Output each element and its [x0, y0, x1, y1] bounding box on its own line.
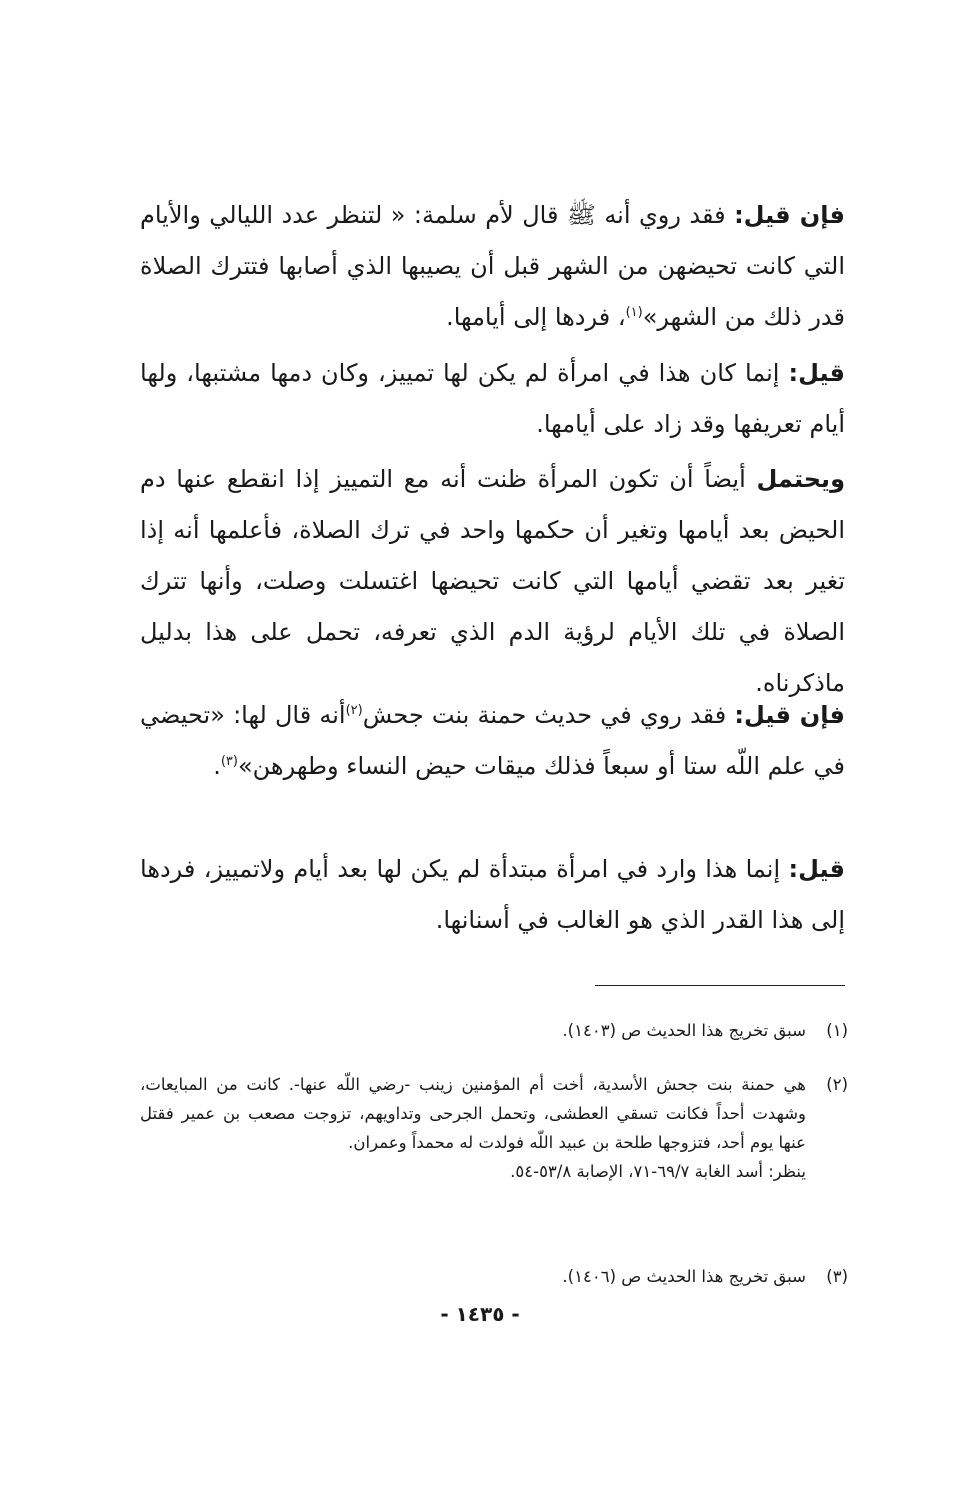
paragraph-5 — [140, 844, 845, 946]
paragraph-4-text-c: . — [213, 752, 221, 780]
footnote-ref-3: (٣) — [220, 754, 238, 769]
footnote-2-number: (٢) — [826, 1075, 848, 1094]
paragraph-3 — [140, 454, 845, 709]
paragraph-2-lead: قيل: — [788, 359, 845, 387]
footnote-3-text: سبق تخريج هذا الحديث ص (١٤٠٦). — [562, 1267, 806, 1286]
footnote-2 — [140, 1070, 848, 1186]
paragraph-1-text-b: ، فردها إلى أيامها. — [446, 303, 626, 331]
paragraph-5-text: إنما هذا وارد في امرأة مبتدأة لم يكن لها بعد أيام ولاتمييز، فردها إلى هذا القدر الذي هو الغالب في أسنانها. — [140, 855, 845, 934]
footnote-2-see-also: ينظر: أسد الغابة ٦٩/٧-٧١، الإصابة ٥٣/٨-٥٤. — [510, 1162, 806, 1181]
footnote-separator — [595, 985, 845, 986]
footnote-3-number: (٣) — [826, 1267, 848, 1286]
paragraph-4-lead: فإن قيل: — [734, 701, 845, 729]
paragraph-1 — [140, 190, 845, 343]
paragraph-4-text-a: فقد روي في حديث حمنة بنت جحش — [362, 701, 735, 729]
footnote-ref-2: (٢) — [345, 703, 363, 718]
paragraph-1-lead: فإن قيل: — [734, 201, 845, 229]
paragraph-4-text-b: أنه قال لها: «تحيضي في علم اللّه ستا أو سبعاً فذلك ميقات حيض النساء وطهرهن» — [140, 701, 845, 780]
paragraph-5-lead: قيل: — [788, 855, 845, 883]
paragraph-2 — [140, 348, 845, 450]
paragraph-1-text-a: فقد روي أنه ﷺ قال لأم سلمة: « لتنظر عدد الليالي والأيام التي كانت تحيضهن من الشهر قبل أن يصيبها الذي أصابها فتترك الصلاة قدر ذلك من الشهر» — [140, 201, 845, 331]
paragraph-4 — [140, 690, 845, 792]
footnote-1-text: سبق تخريج هذا الحديث ص (١٤٠٣). — [562, 1021, 806, 1040]
footnote-1 — [140, 1016, 848, 1045]
paragraph-2-text: إنما كان هذا في امرأة لم يكن لها تمييز، وكان دمها مشتبها، ولها أيام تعريفها وقد زاد على أيامها. — [140, 359, 845, 438]
footnote-3 — [140, 1262, 848, 1291]
footnote-1-number: (١) — [826, 1021, 848, 1040]
page-number: - ١٤٣٥ - — [440, 1302, 520, 1326]
paragraph-3-text: أيضاً أن تكون المرأة ظنت أنه مع التمييز إذا انقطع عنها دم الحيض بعد أيامها وتغير أن حكمها واحد في ترك الصلاة، فأعلمها أنه إذا تغير بعد تقضي أيامها التي كانت تحيضها اغتسلت وصلت، وأنها تترك الصلاة في تلك الأيام لرؤية الدم الذي تعرفه، تحمل على هذا بدليل ماذكرناه. — [140, 465, 845, 697]
paragraph-3-lead: ويحتمل — [756, 465, 845, 493]
footnote-ref-1: (١) — [625, 305, 643, 320]
footnote-2-text: هي حمنة بنت جحش الأسدية، أخت أم المؤمنين زينب -رضي اللّه عنها-. كانت من المبايعات، وشهدت أحداً فكانت تسقي العطشى، وتحمل الجرحى وتداويهم، تزوجت مصعب بن عمير فقتل عنها يوم أحد، فتزوجها طلحة بن عبيد اللّه فولدت له محمداً وعمران. — [140, 1075, 806, 1152]
